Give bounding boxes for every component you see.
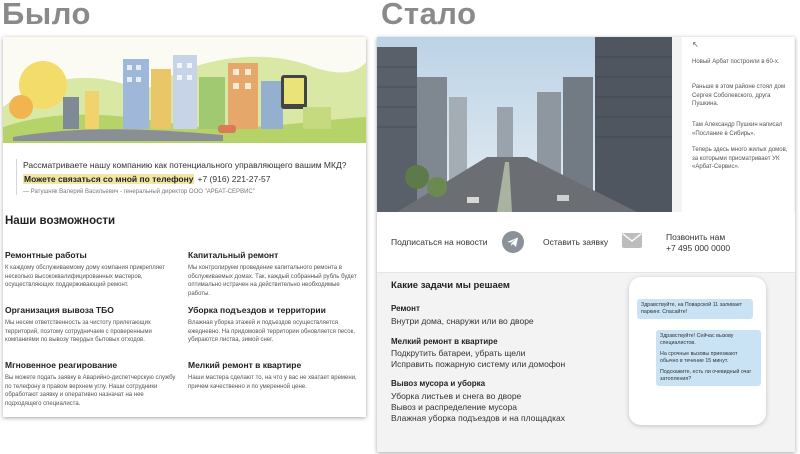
task-line: Вывоз и распределение мусора xyxy=(391,402,518,412)
opportunity-title: Уборка подъездов и территории xyxy=(188,305,326,315)
opportunity-desc: Мы несем ответственность за чистоту прилегающих территорий, поэтому сотрудничаем с проверенными компаниями по вывозу твердых бытовых отходов. xyxy=(5,320,152,343)
tasks-title: Какие задачи мы решаем xyxy=(391,280,510,291)
opportunity-desc: Мы контролируем проведение капитального ремонта в обслуживаемых домах. Так, каждый собранный рубль будет оптимально истрачен на действительно необходимые работы. xyxy=(188,265,357,297)
contact-bar xyxy=(377,212,795,273)
quote-author: — Ратушняк Валерий Васильевич - генеральный директор ООО "АРБАТ-СЕРВИС" xyxy=(23,189,255,195)
opportunity-item xyxy=(5,305,177,345)
photo-caption xyxy=(682,37,794,212)
opportunity-title: Мелкий ремонт в квартире xyxy=(188,360,302,370)
task-line: Уборка листьев и снега во дворе xyxy=(391,391,522,401)
caption-line: Там Александр Пушкин написал «Послание в Сибирь». xyxy=(692,122,783,137)
chat-mockup xyxy=(629,277,766,425)
opportunity-item xyxy=(5,250,177,290)
opportunity-item xyxy=(188,360,360,391)
subscribe-news-link[interactable]: Подписаться на новости xyxy=(391,237,488,247)
task-line: Подкрутить батареи, убрать щели xyxy=(391,348,526,358)
opportunity-desc: К каждому обслуживаемому дому компания прикрепляет несколько высококвалифицированных мастеров, осуществляющих поддерживающий ремонт. xyxy=(5,265,165,288)
contact-cta: Можете связаться со мной по телефону xyxy=(24,174,194,184)
opportunity-title: Организация вывоза ТБО xyxy=(5,305,114,315)
task-title: Мелкий ремонт в квартире xyxy=(391,337,498,346)
task-line: Внутри дома, снаружи или во дворе xyxy=(391,316,534,326)
before-heading: Было xyxy=(2,0,91,31)
opportunities-title: Наши возможности xyxy=(5,215,116,227)
chat-message: Здравствуйте, на Поварской 11 заливает паркинг. Спасайте! xyxy=(637,299,753,319)
task-line: Влажная уборка подъездов и на площадках xyxy=(391,413,565,423)
arrow-icon: ↖ xyxy=(692,40,699,49)
after-heading: Стало xyxy=(381,0,477,31)
opportunity-item xyxy=(188,250,360,298)
leave-request-link[interactable]: Оставить заявку xyxy=(543,237,609,247)
quote-text: Рассматриваете нашу компанию как потенциального управляющего вашим МКД? xyxy=(23,160,347,170)
opportunity-desc: Вы можете подать заявку в Аварийно-диспетчерскую службу по телефону в правом верхнем углу. Наши сотрудники обработают заявку и оперативно назначат на нее подходящего специалиста. xyxy=(5,375,176,407)
opportunity-title: Ремонтные работы xyxy=(5,250,87,260)
chat-message: Здравствуйте! Сейчас вызову специалистов. На срочные вызовы приезжают обычно в течение 15 минут. Подскажите, есть ли очевидный очаг затопления? xyxy=(656,330,761,386)
arbat-street-photo xyxy=(377,37,672,212)
opportunity-title: Капитальный ремонт xyxy=(188,250,279,260)
task-line: Исправить пожарную систему или домофон xyxy=(391,359,566,369)
caption-line: Новый Арбат построили в 60-х. xyxy=(692,59,780,65)
opportunity-item xyxy=(188,305,360,345)
director-quote xyxy=(16,159,363,195)
opportunity-item xyxy=(5,360,177,408)
opportunity-desc: Наши мастера сделают то, на что у вас не хватает времени, причем качественно и по умеренной цене. xyxy=(188,375,357,390)
call-phone: +7 495 000 0000 xyxy=(666,243,731,253)
opportunity-title: Мгновенное реагирование xyxy=(5,360,118,370)
task-title: Вывоз мусора и уборка xyxy=(391,379,486,388)
mail-icon[interactable] xyxy=(622,233,642,248)
call-us-block[interactable] xyxy=(666,232,730,254)
director-phone-link[interactable]: +7 (916) 221-27-57 xyxy=(197,174,271,184)
task-title: Ремонт xyxy=(391,304,420,313)
caption-line: Раньше в этом районе стоял дом Сергея Соболевского, друга Пушкина. xyxy=(692,84,786,107)
caption-line: Теперь здесь много жилых домов, за которыми присматривает УК «Арбат-Сервис». xyxy=(692,147,788,170)
opportunity-desc: Влажная уборка этажей и подъездов осуществляется ежедневно. На придомовой территории обновляется песок, убираются листва, зимой снег. xyxy=(188,320,355,343)
before-screenshot xyxy=(3,37,366,417)
after-screenshot xyxy=(377,37,795,452)
telegram-icon[interactable] xyxy=(502,231,524,253)
city-illustration xyxy=(3,37,366,143)
call-label: Позвонить нам xyxy=(666,232,726,242)
